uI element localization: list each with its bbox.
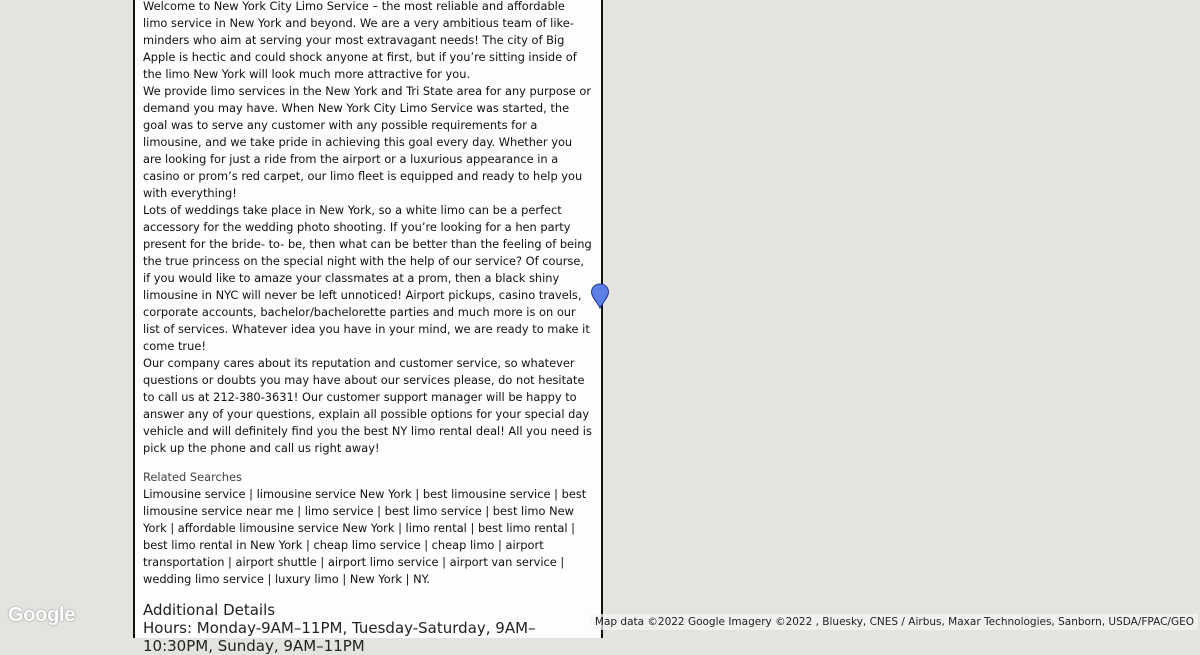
related-search-link[interactable]: airport van service (449, 555, 557, 569)
related-search-link[interactable]: best limousine service near me (143, 487, 587, 518)
info-panel (133, 0, 603, 655)
related-search-link[interactable]: airport transportation (143, 538, 544, 569)
related-search-link[interactable]: best limo service (384, 504, 482, 518)
related-search-link[interactable]: Limousine service (143, 487, 246, 501)
business-hours: Hours: Monday-9AM–11PM, Tuesday-Saturday, 9AM–10:30PM, Sunday, 9AM–11PM (143, 619, 536, 655)
related-search-link[interactable]: limo service (304, 504, 374, 518)
related-search-link[interactable]: airport shuttle (235, 555, 317, 569)
related-search-link[interactable]: affordable limousine service New York (177, 521, 395, 535)
description-paragraph: Our company cares about its reputation and customer service, so whatever questions or doubts you may have about our services please, do not hesitate to call us at 212-380-3631! Our customer support manager will be happy to answer any of your questions, explain all possible options for your special day vehicle and will definitely find you the best NY limo rental deal! All you need is pick up the phone and call us right away! (143, 356, 592, 455)
related-search-link[interactable]: airport limo service (327, 555, 439, 569)
related-search-link[interactable]: wedding limo service (143, 572, 264, 586)
related-search-link[interactable]: best limousine service (422, 487, 551, 501)
related-search-link[interactable]: cheap limo service (313, 538, 421, 552)
related-searches-title: Related Searches (143, 470, 242, 484)
related-searches-list: Limousine service | limousine service New York | best limousine service | best limousine service near me | limo service | best limo service | best limo New York | affordable limousine service New York | limo rental | best limo rental | best limo rental in New York | cheap limo service | cheap limo | airport transportation | airport shuttle | airport limo service | airport van service | wedding limo service | luxury limo | New York | NY. (143, 487, 587, 586)
description-paragraph: Welcome to New York City Limo Service – the most reliable and affordable limo service in New York and beyond. We are a very ambitious team of like- minders who aim at serving your most extravagant needs! The city of Big Apple is hectic and could shock anyone at first, but if you’re sitting inside of the limo New York will look much more attractive for you. (143, 0, 577, 81)
related-search-link[interactable]: cheap limo (431, 538, 495, 552)
related-search-link[interactable]: New York (349, 572, 402, 586)
additional-details-title: Additional Details (143, 601, 276, 619)
map-marker-icon[interactable] (590, 283, 610, 309)
description-paragraph: We provide limo services in the New York and Tri State area for any purpose or demand you may have. When New York City Limo Service was started, the goal was to serve any customer with any possible requirements for a limousine, and we take pride in achieving this goal every day. Whether you are looking for just a ride from the airport or a luxurious appearance in a casino or prom’s red carpet, our limo fleet is equipped and ready to help you with everything! (143, 84, 592, 200)
business-description (143, 0, 592, 457)
map-attribution: Map data ©2022 Google Imagery ©2022 , Bluesky, CNES / Airbus, Maxar Technologies, Sanborn, USDA/FPAC/GEO (591, 614, 1198, 630)
related-search-link[interactable]: NY. (413, 572, 430, 586)
related-search-link[interactable]: best limo rental (477, 521, 568, 535)
related-search-link[interactable]: luxury limo (274, 572, 339, 586)
related-search-link[interactable]: best limo rental in New York (143, 538, 303, 552)
related-search-link[interactable]: limousine service New York (256, 487, 412, 501)
description-paragraph: Lots of weddings take place in New York, so a white limo can be a perfect accessory for the wedding photo shooting. If you’re looking for a hen party present for the bride- to- be, then what can be better than the feeling of being the true princess on the special night with the help of our service? Of course, if you would like to amaze your classmates at a prom, then a black shiny limousine in NYC will never be left unnoticed! Airport pickups, casino travels, corporate accounts, bachelor/bachelorette parties and much more is on our list of services. Whatever idea you have in your mind, we are ready to make it come true! (143, 203, 592, 353)
related-search-link[interactable]: limo rental (405, 521, 467, 535)
related-search-link[interactable]: best limo New York (143, 504, 574, 535)
google-logo[interactable]: Google (8, 604, 76, 626)
